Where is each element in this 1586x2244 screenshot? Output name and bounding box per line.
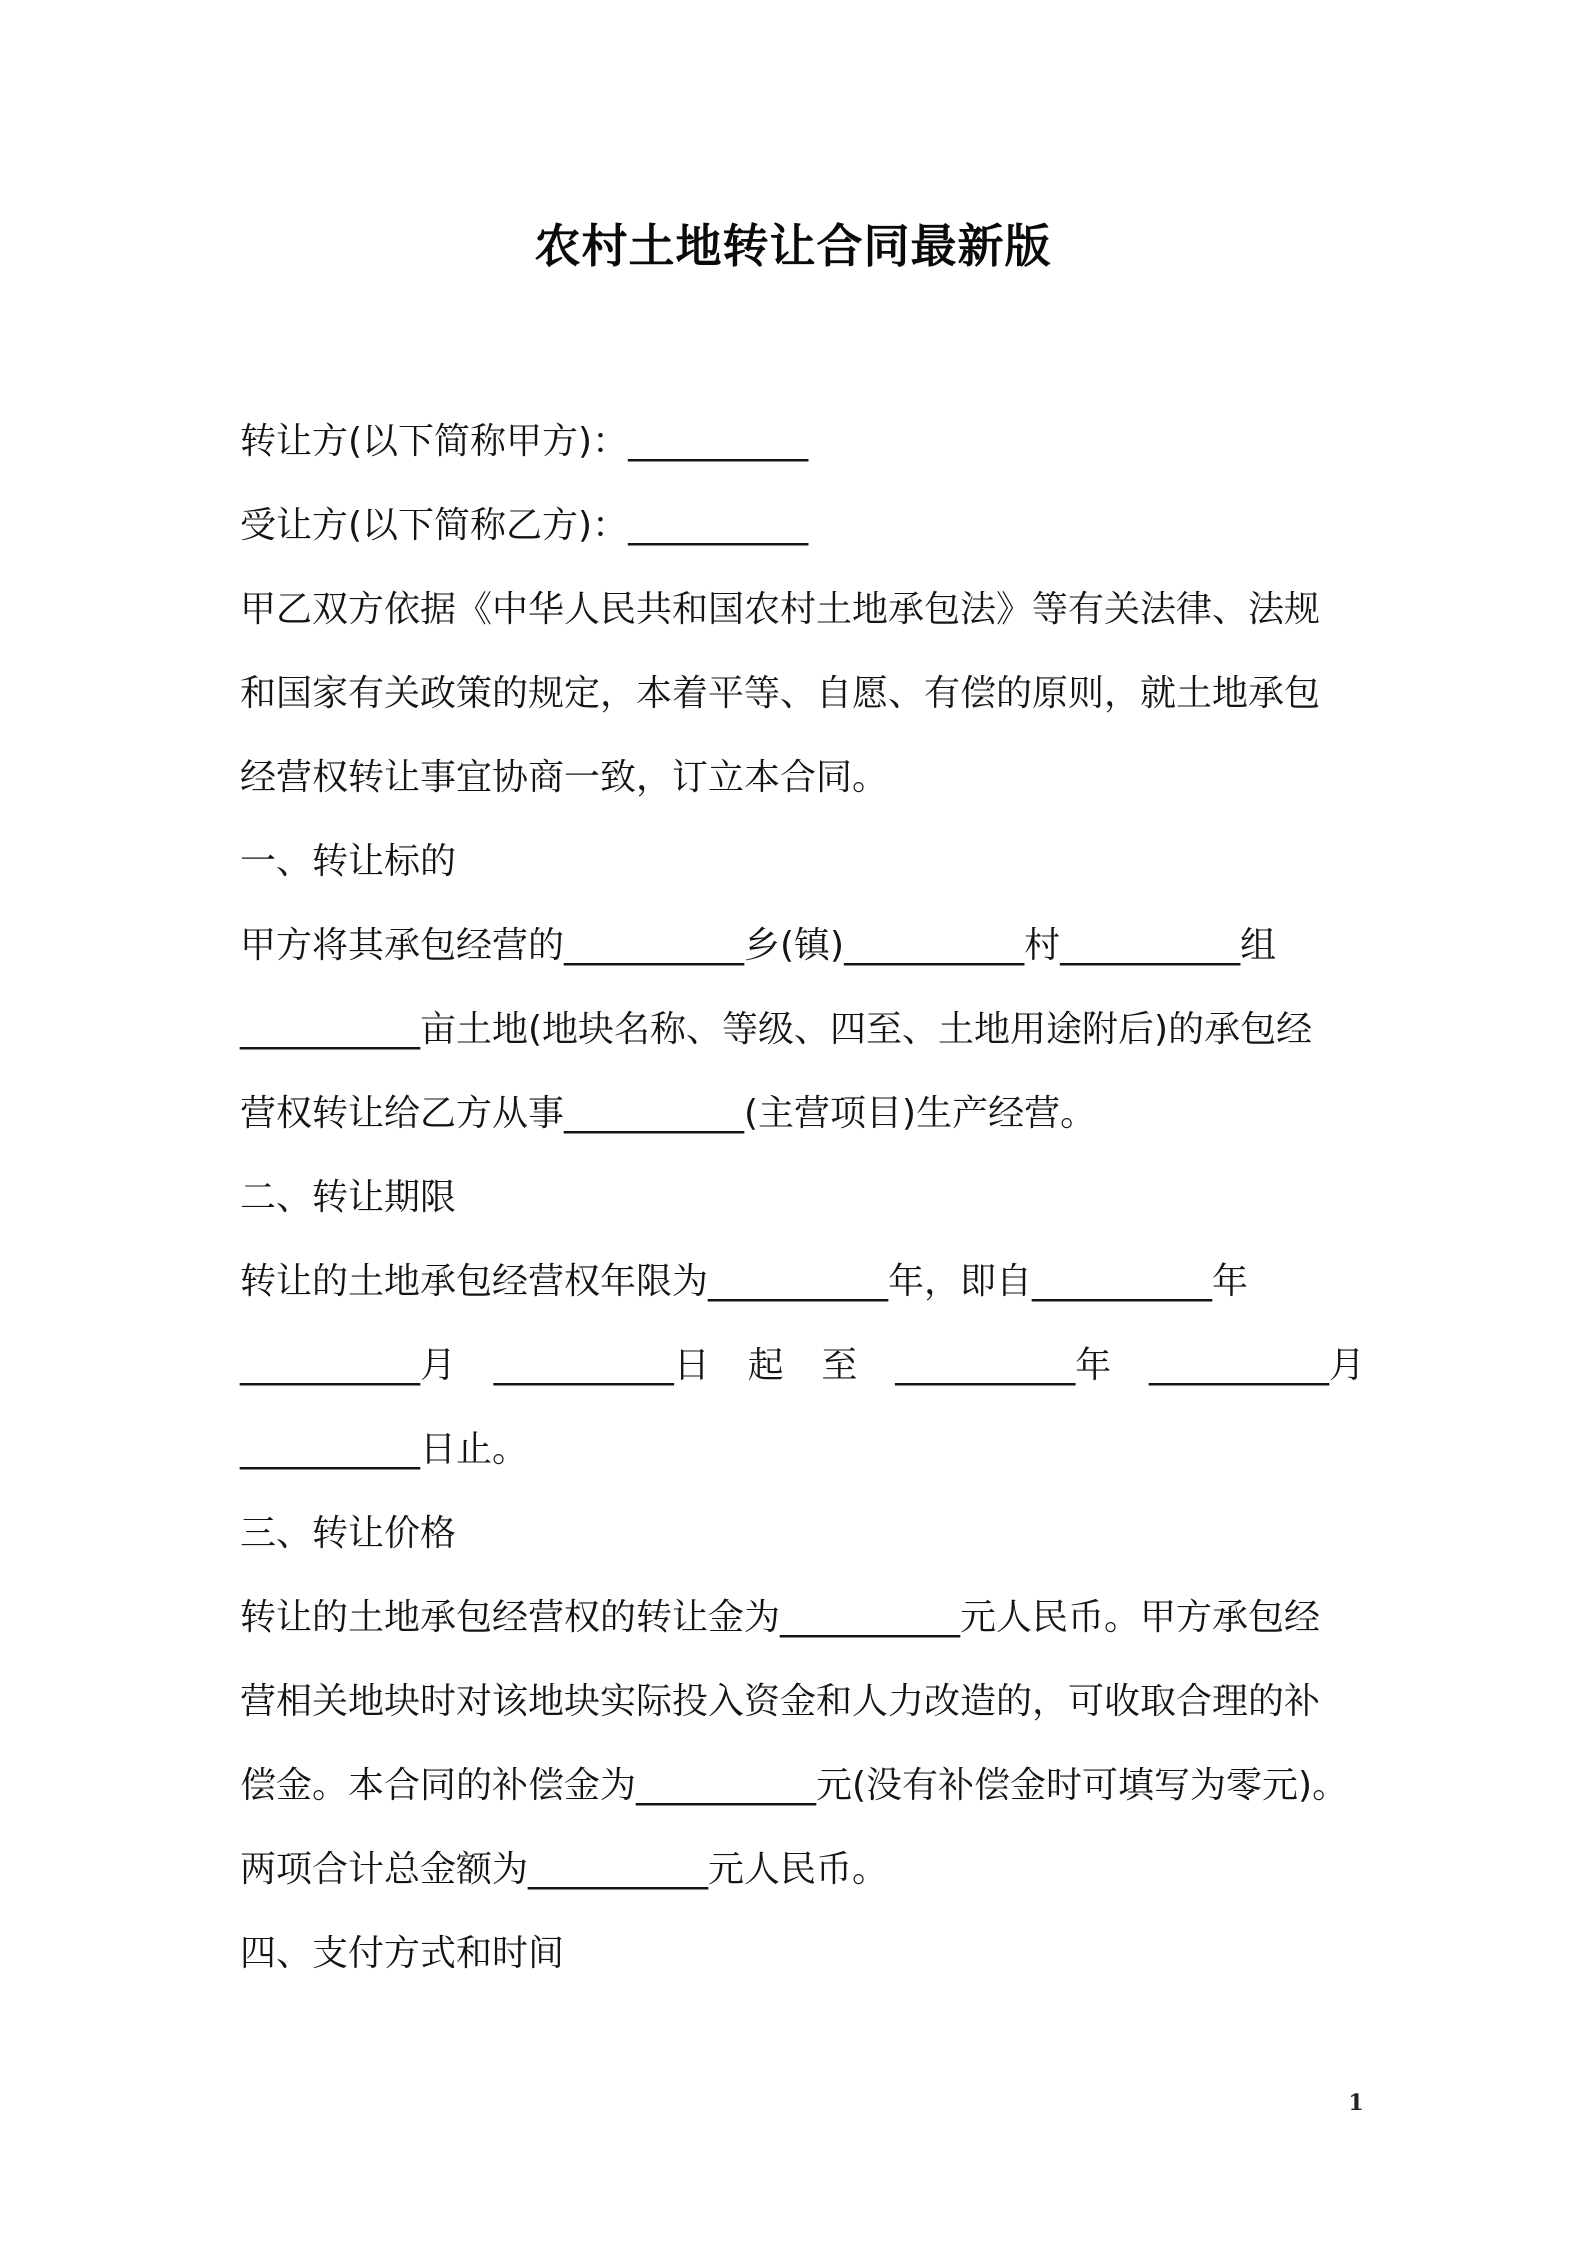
transferee-line: 受让方(以下简称乙方)：__________ <box>240 505 809 546</box>
section-1-line-1: 甲方将其承包经营的__________乡(镇)__________村__________组 <box>240 925 1277 966</box>
section-heading-3: 三、转让价格 <box>240 1513 457 1554</box>
section-2-line-2-part-2: __________日 <box>493 1345 710 1386</box>
section-3-line-2: 营相关地块时对该地块实际投入资金和人力改造的，可收取合理的补 <box>240 1681 1321 1722</box>
section-2-line-1: 转让的土地承包经营权年限为__________年，即自__________年 <box>240 1261 1249 1302</box>
section-1-line-2: __________亩土地(地块名称、等级、四至、土地用途附后)的承包经 <box>240 1009 1313 1050</box>
section-2-line-2-part-1: __________月 <box>240 1345 457 1386</box>
preamble-line-1: 甲乙双方依据《中华人民共和国农村土地承包法》等有关法律、法规 <box>240 589 1321 630</box>
document-body <box>240 400 1365 1996</box>
section-2-line-3: __________日止。 <box>240 1429 529 1470</box>
section-2-line-2 <box>240 1324 1365 1408</box>
section-3-line-1: 转让的土地承包经营权的转让金为__________元人民币。甲方承包经 <box>240 1597 1321 1638</box>
section-heading-4: 四、支付方式和时间 <box>240 1933 565 1974</box>
section-3-line-3: 偿金。本合同的补偿金为__________元(没有补偿金时可填写为零元)。 <box>240 1765 1349 1806</box>
section-3-line-4: 两项合计总金额为__________元人民币。 <box>240 1849 889 1890</box>
preamble-line-2: 和国家有关政策的规定，本着平等、自愿、有偿的原则，就土地承包 <box>240 673 1321 714</box>
section-2-line-2-part-6: __________月 <box>1148 1345 1365 1386</box>
document-title: 农村土地转让合同最新版 <box>534 219 1052 273</box>
page-number: 1 <box>1348 2090 1364 2116</box>
section-2-line-2-part-5: __________年 <box>895 1345 1112 1386</box>
section-2-line-2-part-3: 起 <box>747 1345 784 1386</box>
preamble-line-3: 经营权转让事宜协商一致，订立本合同。 <box>240 757 889 798</box>
section-2-line-2-part-4: 至 <box>821 1345 858 1386</box>
transferor-line: 转让方(以下简称甲方)：__________ <box>240 421 809 462</box>
section-heading-2: 二、转让期限 <box>240 1177 457 1218</box>
section-heading-1: 一、转让标的 <box>240 841 457 882</box>
section-1-line-3: 营权转让给乙方从事__________(主营项目)生产经营。 <box>240 1093 1097 1134</box>
